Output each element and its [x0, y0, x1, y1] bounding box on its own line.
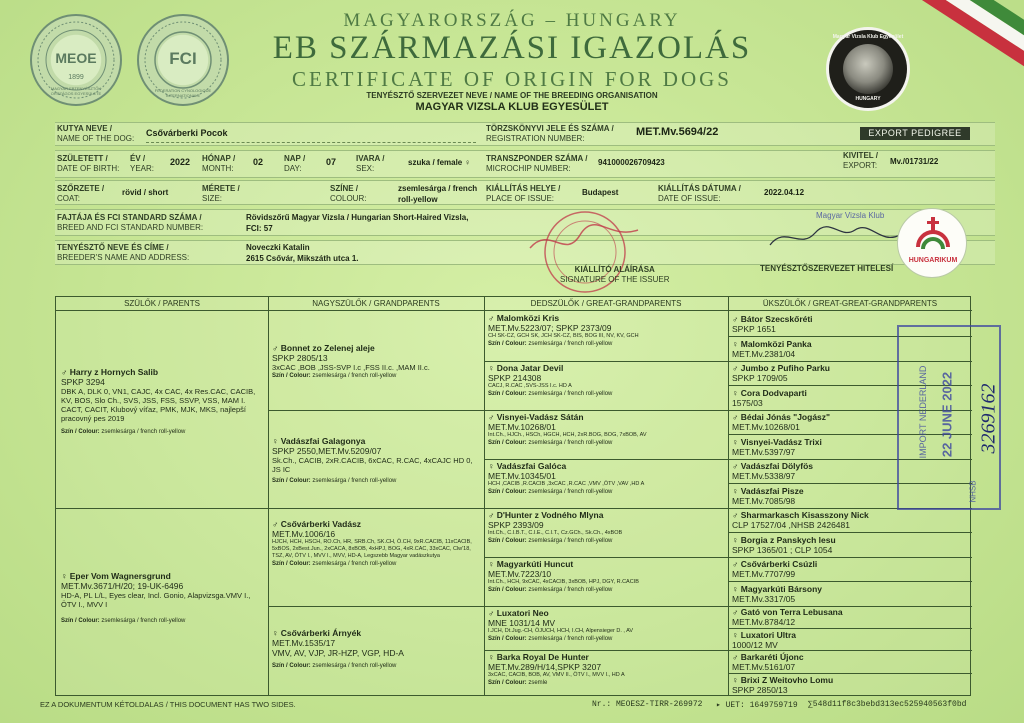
- ggg-5: ♂ Bédai Jónás "Jogász" MET.Mv.10268/01: [732, 412, 831, 432]
- import-stamp-number: 3269162: [977, 383, 1000, 454]
- footer-nr: Nr.: MEOESZ-TIRR-269972: [592, 700, 703, 709]
- chip-label: TRANSZPONDER SZÁMA / MICROCHIP NUMBER:: [486, 154, 588, 173]
- date-label: KIÁLLÍTÁS DÁTUMA / DATE OF ISSUE:: [658, 184, 741, 203]
- ggg-7: ♂ Vadászfai Dölyfös MET.Mv.5338/97: [732, 461, 814, 481]
- great-grandparent-1: ♂ Malomközi Kris MET.Mv.5223/07; SPKP 2373/09 CH SK-CZ, GCH SK, JCH SK-CZ, BIS, BOG III, NV, KV, GCH Szín / Colour: zsemlesárga / french roll-yellow: [488, 313, 639, 347]
- meoe-abbr: MEOE: [55, 50, 97, 66]
- fci-abbr: FCI: [169, 49, 197, 68]
- great-grandparent-5: ♂ D'Hunter z Vodného Mlyna SPKP 2393/09 Int.Ch., C.I.B.T., C.I.E., C.I.T., Cz.GCh., Sk.Ch., 4xBOB Szín / Colour: zsemlesárga / french roll-yellow: [488, 510, 623, 544]
- header-grandparents: NAGYSZÜLŐK / GRANDPARENTS: [268, 297, 484, 311]
- colour-value-line2: roll-yellow: [398, 195, 438, 204]
- year-label: ÉV / YEAR:: [130, 154, 155, 173]
- colour-value-line1: zsemlesárga / french: [398, 184, 478, 193]
- row-divider: [56, 508, 972, 509]
- export-label: KIVITEL / EXPORT:: [843, 151, 878, 170]
- ggg-12: ♀ Magyarkúti Bársony MET.Mv.3317/05: [732, 584, 822, 604]
- import-stamp-country: IMPORT NEDERLAND: [918, 365, 928, 459]
- ggg-2: ♀ Malomközi Panka MET.Mv.2381/04: [732, 339, 812, 359]
- export-pedigree-badge: EXPORT PEDIGREE: [860, 127, 970, 140]
- ggg-11: ♂ Csővárberki Csúzli MET.Mv.7707/99: [732, 559, 818, 579]
- col-divider: [728, 297, 729, 695]
- org-label: TENYÉSZTŐ SZERVEZET NEVE / NAME OF THE BREEDING ORGANISATION: [366, 91, 658, 100]
- date-value: 2022.04.12: [764, 188, 805, 197]
- breeder-name: Noveczki Katalin: [246, 243, 310, 252]
- meoe-year: 1899: [68, 74, 84, 81]
- club-stamp-text: Magyar Vizsla Klub: [816, 211, 885, 220]
- ggg-8: ♀ Vadászfai Pisze MET.Mv.7085/98: [732, 486, 804, 506]
- grandparent-3: ♂ Csővárberki Vadász MET.Mv.1006/16 HJCH, HCH, HSCH, RO.Ch, HR, SRB.Ch, SK.CH, Ö.CH, 9xR.CACIB, 11xCACIB, 5xBOS, 2xBest.Jun., 2xCACA, 8xBOB, 4xHPJ, BOG, 4xR.CAC, 33xCAC, Clw'18, TSZ, AV, ÖTV I., MVV I., MVV, HD-A, Legszebb Magyar vadászkutya Szín / Colour: zsemlesárga / french roll-yellow: [272, 519, 472, 567]
- day-label: NAP / DAY:: [284, 154, 306, 173]
- great-grandparent-2: ♀ Dona Jatar Devil SPKP 214308 CACJ, R.CAC ,SVS-JSS I.c. HD A Szín / Colour: zsemlesárga / french roll-yellow: [488, 363, 613, 397]
- great-grandparent-7: ♂ Luxatori Neo MNE 1031/14 MV I.JCH, Dt.Jug.-CH, ÖJUCH, HCH, I.CH, Alpensieger D. , AV Szín / Colour: zsemlesárga / french roll-yellow: [488, 608, 634, 642]
- size-label: MÉRETE / SIZE:: [202, 184, 240, 203]
- born-label: SZÜLETETT / DATE OF BIRTH:: [57, 154, 120, 173]
- place-value: Budapest: [582, 188, 619, 197]
- ggg-13: ♂ Gató von Terra Lebusana MET.Mv.8784/12: [732, 607, 843, 627]
- colour-label: SZÍNE / COLOUR:: [330, 184, 367, 203]
- footer-uet: ▸ UET: 1649759719: [716, 701, 798, 710]
- dog-name-label: KUTYA NEVE / NAME OF THE DOG:: [57, 124, 135, 143]
- great-grandparent-4: ♀ Vadászfai Galóca MET.Mv.10345/01 HCH ,CACIB ,R.CACIB ,3xCAC ,R.CAC ,VMV ,ÖTV ,VAV ,HD A Szín / Colour: zsemlesárga / french roll-yellow: [488, 461, 645, 495]
- breed-line1: Rövidszőrű Magyar Vizsla / Hungarian Short-Haired Vizsla,: [246, 213, 469, 222]
- ggg-10: ♀ Borgia z Panskych lesu SPKP 1365/01 ; CLP 1054: [732, 535, 836, 555]
- pedigree-table: [55, 296, 971, 696]
- grandparent-1: ♂ Bonnet zo Zelenej aleje SPKP 2805/13 3xCAC ,BOB ,JSS-SVP I.c ,FSS II.c. ,MAM II.c. Szín / Colour: zsemlesárga / french roll-yellow: [272, 343, 430, 379]
- issuer-signature-label: KIÁLLÍTÓ ALÁÍRÁSA SIGNATURE OF THE ISSUER: [560, 265, 670, 284]
- meoe-ring-text: MAGYAR EBTENYÉSZTŐK ORSZÁGOS EGYESÜLETE: [50, 86, 102, 96]
- ggg-3: ♂ Jumbo z Pufiho Parku SPKP 1709/05: [732, 363, 830, 383]
- hungarikum-seal-icon: [897, 208, 967, 278]
- reg-number: MET.Mv.5694/22: [636, 126, 719, 138]
- import-stamp: [897, 325, 1001, 510]
- row-divider: [484, 650, 972, 651]
- fci-ring-text: FEDERATION CYNOLOGIQUE INTERNATIONALE: [154, 88, 212, 98]
- coat-value: rövid / short: [122, 188, 169, 197]
- row-divider: [728, 581, 972, 582]
- row-divider: [728, 628, 972, 629]
- month-label: HÓNAP / MONTH:: [202, 154, 236, 173]
- parent-sire: ♂ Harry z Hornych Salib SPKP 3294 DBK A, DLK 0, VN1, CAJC, 4x CAC, 4x Res.CAC, CACIB, KV, BOS, Slo Ch., SVS, JSS, FSS, SSVP, VSS, MAM I. CACT, CACIT, Klubový víťaz, PMK, MJK, MKS, najlepší pracovný pes 2019 Szín / Colour: zsemlesárga / french roll-yellow: [61, 367, 256, 435]
- place-label: KIÁLLÍTÁS HELYE / PLACE OF ISSUE:: [486, 184, 561, 203]
- coat-label: SZŐRZETE / COAT:: [57, 184, 105, 203]
- grandparent-4: ♀ Csővárberki Árnyék MET.Mv.1535/17 VMV, AV, VJP, JR-HZP, VGP, HD-A Szín / Colour: zsemlesárga / french roll-yellow: [272, 628, 404, 669]
- row-divider: [484, 557, 972, 558]
- ggg-16: ♀ Brixi Z Weitovho Lomu SPKP 2850/13: [732, 675, 834, 695]
- issuer-stamp-icon: [520, 200, 650, 300]
- row-divider: [268, 410, 972, 411]
- col-divider: [268, 297, 269, 695]
- header-great-grandparents: DEDSZÜLŐK / GREAT-GRANDPARENTS: [484, 297, 728, 311]
- import-stamp-date: 22 JUNE 2022: [939, 371, 955, 458]
- club-seal-text: Magyar Vizsla Klub Egyesület: [832, 34, 904, 40]
- import-stamp-nhsb: NHSB: [968, 480, 978, 503]
- breed-line2: FCI: 57: [246, 224, 273, 233]
- club-seal-country: HUNGARY: [855, 96, 881, 102]
- sex-label: IVARA / SEX:: [356, 154, 385, 173]
- chip-number: 941000026709423: [598, 158, 665, 167]
- ggg-15: ♂ Barkaréti Újonc MET.Mv.5161/07: [732, 652, 804, 672]
- parent-dam: ♀ Eper Vom Wagnersgrund MET.Mv.3671/H/20; 19-UK-6496 HD-A, PL L/L, Eyes clear, Incl. Gonio, Alapvizsga.VMV I., ÖTV I., MVV I Szín / Colour: zsemlesárga / french roll-yellow: [61, 571, 251, 624]
- birth-month: 02: [253, 157, 264, 167]
- breeder-org-signature-label: TENYÉSZTŐSZERVEZET HITELESÍ: [760, 264, 894, 273]
- birth-year: 2022: [170, 157, 191, 167]
- great-grandparent-6: ♀ Magyarkúti Huncut MET.Mv.7223/10 Int.Ch., HCH, 9xCAC, 4xCACIB, 3xBOB, HPJ, DGY, R.CACIB Szín / Colour: zsemlesárga / french roll-yellow: [488, 559, 639, 593]
- breeder-label: TENYÉSZTŐ NEVE ÉS CÍME / BREEDER'S NAME AND ADDRESS:: [57, 243, 190, 262]
- ggg-14: ♀ Luxatori Ultra 1000/12 MV: [732, 630, 796, 650]
- ggg-4: ♀ Cora Dodvaparti 1575/03: [732, 388, 807, 408]
- footer-two-sides-note: EZ A DOKUMENTUM KÉTOLDALAS / THIS DOCUMENT HAS TWO SIDES.: [40, 700, 296, 709]
- header-great-great-grandparents: ÜKSZÜLŐK / GREAT-GREAT-GRANDPARENTS: [728, 297, 972, 311]
- breeder-address: 2615 Csővár, Mikszáth utca 1.: [246, 254, 359, 263]
- ggg-1: ♂ Bátor Szecskőréti SPKP 1651: [732, 314, 813, 334]
- sex-value: szuka / female ♀: [408, 158, 471, 167]
- great-grandparent-8: ♀ Barka Royal De Hunter MET.Mv.289/H/14,SPKP 3207 3xCAC, CACIB, BOB, AV, VMV II., ÖTV I., MVV I., HD A Szín / Colour: zsemle: [488, 652, 625, 686]
- ggg-6: ♀ Visnyei-Vadász Trixi MET.Mv.5397/97: [732, 437, 822, 457]
- row-divider: [728, 532, 972, 533]
- country-heading: MAGYARORSZÁG – HUNGARY: [343, 10, 681, 31]
- dotted-line: [146, 142, 476, 143]
- export-number: Mv./01731/22: [890, 157, 939, 166]
- birth-day: 07: [326, 157, 337, 167]
- hungarikum-text: HUNGARIKUM: [908, 257, 958, 264]
- ggg-9: ♂ Sharmarkasch Kisasszony Nick CLP 17527/04 ,NHSB 2426481: [732, 510, 869, 530]
- row-divider: [728, 673, 972, 674]
- grandparent-2: ♀ Vadászfai Galagonya SPKP 2550,MET.Mv.5209/07 Sk.Ch., CACIB, 2xR.CACIB, 6xCAC, R.CAC, 4xCAJC HD 0, JS IC Szín / Colour: zsemlesárga / french roll-yellow: [272, 436, 473, 484]
- dog-name: Csővárberki Pocok: [146, 128, 228, 138]
- org-name: MAGYAR VIZSLA KLUB EGYESÜLET: [415, 101, 609, 113]
- title-english: CERTIFICATE OF ORIGIN FOR DOGS: [292, 67, 732, 91]
- col-divider: [484, 297, 485, 695]
- footer-hash: ∑548d11f8c3bebd313ec525940563f0bd: [808, 700, 967, 709]
- reg-label: TÖRZSKÖNYVI JELE ÉS SZÁMA / REGISTRATION NUMBER:: [486, 124, 614, 143]
- great-grandparent-3: ♂ Visnyei-Vadász Sátán MET.Mv.10268/01 Int.Ch., HJCh., HSCh, HGCH, HCH, 2xR.BOG, BOG, 7xBOB, AV Szín / Colour: zsemlesárga / french roll-yellow: [488, 412, 647, 446]
- breed-label: FAJTÁJA ÉS FCI STANDARD SZÁMA / BREED AND FCI STANDARD NUMBER:: [57, 213, 204, 232]
- header-parents: SZÜLŐK / PARENTS: [56, 297, 268, 311]
- title-hungarian: EB SZÁRMAZÁSI IGAZOLÁS: [272, 30, 752, 66]
